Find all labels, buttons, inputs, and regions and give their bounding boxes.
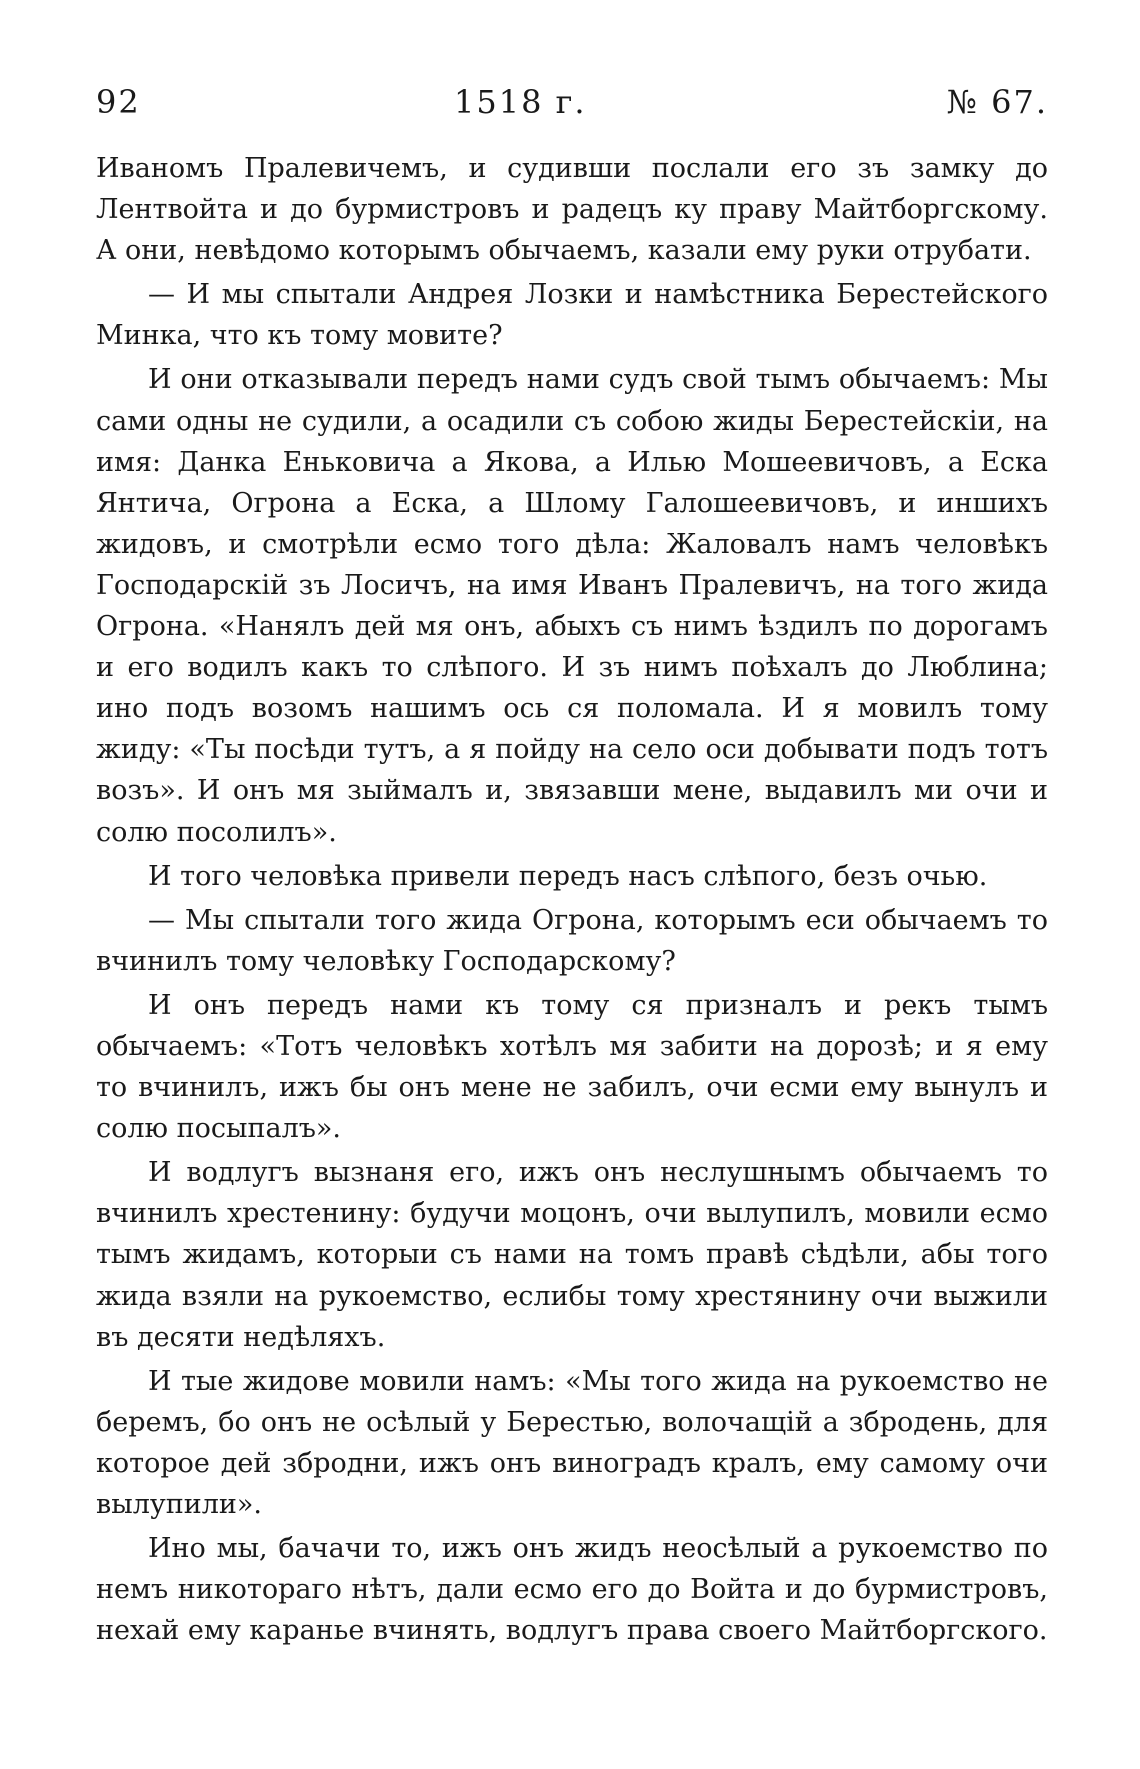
paragraph: И водлугъ вызнаня его, ижъ онъ неслушнымъ обычаемъ то вчинилъ хрестенину: будучи моцонъ, очи вылупилъ, мовили есмо тымъ жидамъ, которыи съ нами на томъ правѣ сѣдѣли, абы того жида взяли на рукоемство, еслибы тому хрестянину очи выжили въ десяти недѣляхъ. xyxy=(96,1157,1048,1353)
body-text xyxy=(96,148,1048,1651)
header-year: 1518 г. xyxy=(454,83,587,121)
running-header xyxy=(96,78,1048,126)
document-number: № 67. xyxy=(946,83,1048,121)
paragraph: И они отказывали передъ нами судъ свой тымъ обычаемъ: Мы сами одны не судили, а осадили съ собою жиды Берестейскіи, на имя: Данка Еньковича а Якова, а Илью Мошеевичовъ, а Еска Янтича, Огрона а Еска, а Шлому Галошеевичовъ, и иншихъ жидовъ, и смотрѣли есмо того дѣла: Жаловалъ намъ человѣкъ Господарскій зъ Лосичъ, на имя Иванъ Пралевичъ, на того жида Огрона. «Нанялъ дей мя онъ, абыхъ съ нимъ ѣздилъ по дорогамъ и его водилъ какъ то слѣпого. И зъ нимъ поѣхалъ до Люблина; ино подъ возомъ нашимъ ось ся поломала. И я мовилъ тому жиду: «Ты посѣди тутъ, а я пойду на село оси добывати подъ тотъ возъ». И онъ мя зыймалъ и, звязавши мене, выдавилъ ми очи и солю посолилъ». xyxy=(96,364,1048,848)
paragraph: Ино мы, бачачи то, ижъ онъ жидъ неосѣлый а рукоемство по немъ никотораго нѣтъ, дали есмо его до Войта и до бурмистровъ, нехай ему каранье вчинять, водлугъ права своего Майтборгского. xyxy=(96,1533,1048,1647)
book-page xyxy=(96,78,1048,1654)
paragraph: Иваномъ Пралевичемъ, и судивши послали его зъ замку до Лентвойта и до бурмистровъ и радецъ ку праву Майтборгскому. А они, невѣдомо которымъ обычаемъ, казали ему руки отрубати. xyxy=(96,153,1048,267)
paragraph: — И мы спытали Андрея Лозки и намѣстника Берестейского Минка, что къ тому мовите? xyxy=(96,279,1048,352)
paragraph: И того человѣка привели передъ насъ слѣпого, безъ очью. xyxy=(148,860,988,892)
paragraph: И онъ передъ нами къ тому ся призналъ и рекъ тымъ обычаемъ: «Тотъ человѣкъ хотѣлъ мя забити на дорозѣ; и я ему то вчинилъ, ижъ бы онъ мене не забилъ, очи есми ему вынулъ и солю посыпалъ». xyxy=(96,989,1048,1145)
paragraph: И тые жидове мовили намъ: «Мы того жида на рукоемство не беремъ, бо онъ не осѣлый у Берестью, волочащій а збродень, для которое дей збродни, ижъ онъ виноградъ кралъ, ему самому очи вылупили». xyxy=(96,1365,1048,1520)
page-number: 92 xyxy=(96,83,141,121)
paragraph: — Мы спытали того жида Огрона, которымъ еси обычаемъ то вчинилъ тому человѣку Господарскому? xyxy=(96,904,1048,977)
